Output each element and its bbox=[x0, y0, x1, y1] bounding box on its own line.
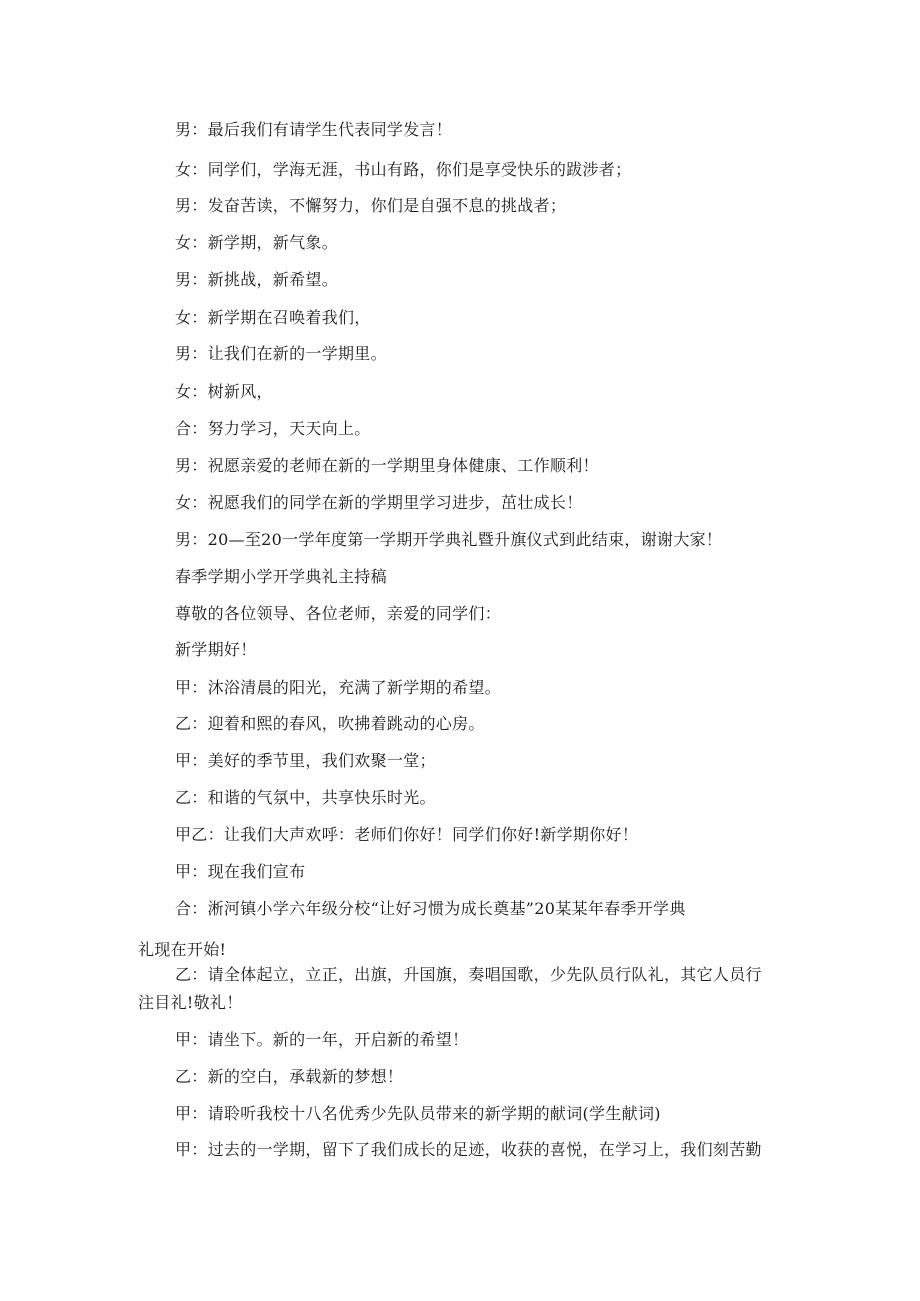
text-line: 甲乙：让我们大声欢呼：老师们你好！同学们你好!新学期你好！ bbox=[175, 825, 639, 844]
section-title: 春季学期小学开学典礼主持稿 bbox=[175, 567, 387, 586]
text-line-continuation: 礼现在开始! bbox=[138, 940, 227, 959]
text-line: 新学期好！ bbox=[175, 640, 257, 659]
text-line: 男：新挑战，新希望。 bbox=[175, 270, 339, 289]
text-line: 男：让我们在新的一学期里。 bbox=[175, 344, 387, 363]
text-line: 女：同学们，学海无涯，书山有路，你们是享受快乐的跋涉者； bbox=[175, 160, 632, 179]
paragraph: 乙：请全体起立，立正，出旗，升国旗，奏唱国歌，少先队员行队礼，其它人员行注目礼!敬礼！ bbox=[138, 965, 762, 1012]
text-line: 甲：请聆听我校十八名优秀少先队员带来的新学期的献词(学生献词) bbox=[175, 1104, 661, 1123]
text-line: 男：发奋苦读，不懈努力，你们是自强不息的挑战者； bbox=[175, 196, 567, 215]
text-line: 女：祝愿我们的同学在新的学期里学习进步，茁壮成长！ bbox=[175, 493, 583, 512]
text-line: 合：淅河镇小学六年级分校“让好习惯为成长奠基”20某某年春季开学典 bbox=[175, 899, 686, 918]
text-line: 男：20—至20一学年度第一学期开学典礼暨升旗仪式到此结束，谢谢大家！ bbox=[175, 530, 723, 549]
text-line: 尊敬的各位领导、各位老师，亲爱的同学们： bbox=[175, 604, 502, 623]
text-line: 合：努力学习，天天向上。 bbox=[175, 419, 371, 438]
text-line: 男：最后我们有请学生代表同学发言！ bbox=[175, 120, 453, 139]
text-line: 甲：沐浴清晨的阳光，充满了新学期的希望。 bbox=[175, 678, 502, 697]
text-line: 甲：请坐下。新的一年，开启新的希望！ bbox=[175, 1030, 469, 1049]
text-line: 女：树新风， bbox=[175, 382, 273, 401]
text-line: 甲：现在我们宣布 bbox=[175, 862, 306, 881]
text-line: 乙：和谐的气氛中，共享快乐时光。 bbox=[175, 788, 436, 807]
text-line: 男：祝愿亲爱的老师在新的一学期里身体健康、工作顺利！ bbox=[175, 456, 599, 475]
text-line: 女：新学期，新气象。 bbox=[175, 233, 339, 252]
text-line: 乙：新的空白，承载新的梦想！ bbox=[175, 1067, 404, 1086]
text-line: 甲：美好的季节里，我们欢聚一堂； bbox=[175, 751, 436, 770]
text-line: 女：新学期在召唤着我们， bbox=[175, 308, 371, 327]
text-line: 甲：过去的一学期，留下了我们成长的足迹，收获的喜悦，在学习上，我们刻苦勤 bbox=[175, 1140, 762, 1159]
text-line: 乙：迎着和熙的春风，吹拂着跳动的心房。 bbox=[175, 714, 485, 733]
